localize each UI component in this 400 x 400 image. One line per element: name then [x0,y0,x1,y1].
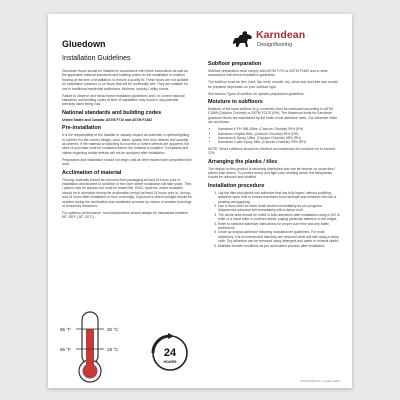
pre-installation-heading: Pre-installation [62,125,101,132]
list-item: • Karndean K-PH 998 15lbs. (Calcium Chloride) 95% (RH) [218,127,340,131]
right-column [208,58,340,250]
temp-high-f: 85 °F [60,327,71,332]
document-footer: INSTGDBFN01 / August 2022 [300,379,340,383]
temp-high-c: 30 °C [107,327,119,332]
list-item: 1. Lay the tiles and planks into adhesive that has fully keyed, without puddling, adhesive open time to ensure maximum bond strength and minimize the risk of peaking and gapping. [218,191,340,204]
subfloor-prep-text: Subfloor preparation must comply with ASTM F710 or ASTM F1482 and in strict accordance with these installation guidelines. [208,69,328,78]
document-page [48,14,352,388]
national-standards-text: United States and Canada: ASTM F710 and ASTM F1482 [62,117,152,122]
list-item: 2. Use a hand roller for each small section immediately as you progress. Adjacencies adhesive will immediately with a damp cloth. [218,204,340,213]
acclimation-temperature-text: For optimum performance, room temperature should always be maintained between 65°–85°F (18°–30°C). [62,210,189,220]
list-item: 4. Refer to selected adhesive instructions for proper cure time and any traffic restrictions. [218,222,340,231]
acclimation-text: Flooring materials should be removed from packaging at least 24 hours prior to installation and allowed to condition in the room where installation will take place. Tiles / planks may be stacked but must be rested flat. HVAC systems, where available, should be in operation during the acclimation period (at least 24 hours prior to, during, and 24 hours after installation of floor coverings). Exposure to direct sunlight should be avoided during the acclimation and installation process by means of window coverings or temporary measures. [62,177,192,208]
moisture-heading: Moisture in subfloors [208,99,263,106]
temp-low-c: 18 °C [107,347,119,352]
adhesive-limits-list [208,127,340,145]
installation-procedure-heading: Installation procedure [208,182,265,189]
list-item: • Karndean Vinyltac 8lbs. (Calcium Chloride) 95% (RH) [218,132,340,136]
left-column [62,69,192,222]
list-item: 3. The whole area should be rolled in both directions after installation using a 100 lb roller or a hand roller in confined areas, paying particular attention to the edges. [218,213,340,222]
moisture-note: NOTE: Wood subfloors should be checked and measured for moisture not to exceed 12%. [208,146,335,156]
acclimation-hours-label: HOURS [163,360,177,364]
dog-logo-icon [230,29,256,51]
subfloor-prep-text-3: See section Types of subfloor for specific preparation guidelines. [208,91,305,96]
list-item: 6. Maintain climate conditions as per acclimation process after installation. [218,244,340,248]
list-item: • Karndean 2-part Epoxy 8lbs. (Calcium Chloride) 99% (RH) [218,140,340,144]
page-title: Gluedown [62,39,106,49]
temp-low-f: 65 °F [60,347,71,352]
brand-logo[interactable] [230,27,340,53]
acclimation-illustration [58,309,198,384]
arranging-text: The design on this product is randomly distributed and can be heavier on some tiles / planks than others. To prevent heavy and light color shading areas, the tiles/planks should be unboxed and shuffled. [208,166,336,180]
page-subtitle: Installation Guidelines [62,55,131,62]
list-item: • Karndean K-Spray 15lbs. (Calcium Chloride) 95% (RH) [218,136,340,140]
brand-name: Karndean [256,29,306,41]
acclimation-heading: Acclimation of material [62,169,122,176]
acclimation-hours: 24 [163,347,177,359]
subfloor-prep-text-2: The subfloor must be firm, hard, flat, level, smooth, dry, clean and dust free and should be prepared dependant on your subfloor type. [208,80,338,89]
pre-installation-text: It is the responsibility of the installer to visually inspect all materials in optimal lighting to confirm it is the correct design, color, batch, quality, free from defects and quantity as ordered. If the material on batching is incorrect or where defects are apparent, the store of purchase must be contacted before the material is installed. Complaints and claims regarding visible defects will not be accepted after installation. [62,133,190,155]
intro-paragraph-2: Failure to observe and follow these installation guidelines and / or current national standards and building codes at time of installation may result in any potential warranty claim being void. [62,93,185,107]
brand-tagline: Designflooring [257,42,293,48]
national-standards-heading: National standards and building codes [62,109,162,116]
thermometer-icon [76,312,104,382]
subfloor-prep-heading: Subfloor preparation [208,61,262,67]
installation-steps-list [208,191,340,248]
moisture-text: Moisture of the base subfloor (e.g. concrete) must be measured according to ASTM F1869 (Calcium Chloride) or ASTM F2170 (RH). The Maximum limits for Karndean gluedown floors are maintained by the limits of the adhesive used. Our adhesive limits are as follows: [208,107,337,125]
arranging-heading: Arranging the planks / tiles [208,158,278,165]
pre-installation-text-2: Preparation and installation should not begin until all other trades have completed their work. [62,157,192,167]
list-item: 5. Clean up surplus adhesive following manufacturer guidelines. For most adhesives, it is recommended that they are removed while still wet using a damp cloth. Dry adhesive can be removed using detergent and water or mineral spirits. [218,230,340,243]
intro-paragraph: Gluedown floors should be installed in accordance with these instructions as well as the applicable national standards and building codes for the installation of resilient flooring at the time of installation, to ensure a quality fit. These floors are not suitable for installation outdoors or on floors that will be continually wet. They are suitable for use in traditional residential bathrooms, kitchens, laundry / utility rooms. [62,69,189,91]
